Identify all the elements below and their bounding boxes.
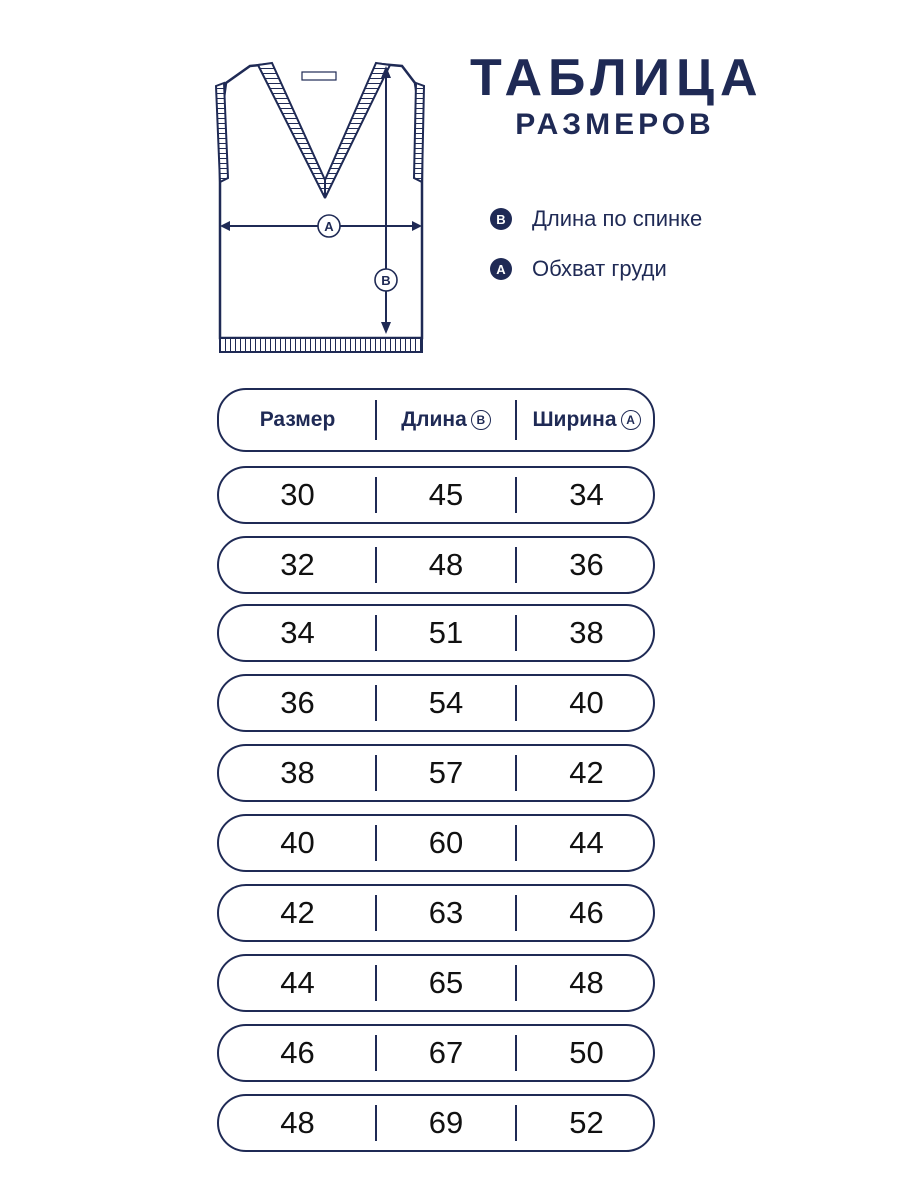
size-value: 32 [280, 547, 315, 582]
size-value: 38 [280, 755, 315, 790]
header-length-label: Длина [401, 408, 467, 431]
size-value: 34 [280, 615, 315, 650]
header-width [516, 390, 657, 450]
marker-b-label: B [381, 273, 391, 288]
title-line-2: РАЗМЕРОВ [515, 108, 715, 141]
table-row [217, 674, 655, 732]
length-value: 54 [428, 685, 464, 720]
title-line-1: ТАБЛИЦА [470, 49, 764, 107]
size-value: 40 [280, 825, 315, 860]
width-value: 46 [569, 895, 604, 930]
size-value: 30 [280, 477, 315, 512]
legend-item-length [490, 204, 790, 234]
vest-diagram [210, 58, 442, 358]
width-value: 48 [569, 965, 604, 1000]
table-header [217, 388, 655, 452]
width-value: 44 [569, 825, 604, 860]
table-row [217, 536, 655, 594]
length-value: 67 [428, 1035, 464, 1070]
header-length-marker: B [471, 410, 491, 430]
length-value: 65 [428, 965, 464, 1000]
size-value: 42 [280, 895, 315, 930]
header-width-label: Ширина [532, 408, 617, 431]
header-width-marker: A [621, 410, 641, 430]
length-value: 69 [428, 1105, 464, 1140]
width-value: 40 [569, 685, 604, 720]
size-value: 36 [280, 685, 315, 720]
header-size-label: Размер [259, 408, 336, 431]
table-row [217, 1094, 655, 1152]
size-value: 46 [280, 1035, 315, 1070]
table-row [217, 814, 655, 872]
header-size [219, 390, 376, 450]
length-value: 63 [428, 895, 464, 930]
legend-item-chest [490, 254, 790, 284]
size-value: 48 [280, 1105, 315, 1140]
table-row [217, 1024, 655, 1082]
header-length [376, 390, 516, 450]
width-value: 52 [569, 1105, 604, 1140]
width-value: 42 [569, 755, 604, 790]
table-row [217, 604, 655, 662]
table-row [217, 744, 655, 802]
table-row [217, 884, 655, 942]
width-value: 34 [569, 477, 604, 512]
width-value: 38 [569, 615, 604, 650]
length-value: 51 [428, 615, 464, 650]
table-row [217, 466, 655, 524]
table-row [217, 954, 655, 1012]
legend-label-chest: Обхват груди [532, 256, 667, 281]
marker-a-label: A [324, 219, 334, 234]
legend-marker-a: A [490, 258, 512, 280]
length-value: 48 [428, 547, 464, 582]
width-value: 36 [569, 547, 604, 582]
length-value: 60 [428, 825, 464, 860]
length-value: 45 [428, 477, 464, 512]
width-value: 50 [569, 1035, 604, 1070]
size-value: 44 [280, 965, 315, 1000]
page-title [470, 49, 764, 142]
legend-label-length: Длина по спинке [532, 206, 703, 231]
legend-marker-b: B [490, 208, 512, 230]
length-value: 57 [428, 755, 464, 790]
